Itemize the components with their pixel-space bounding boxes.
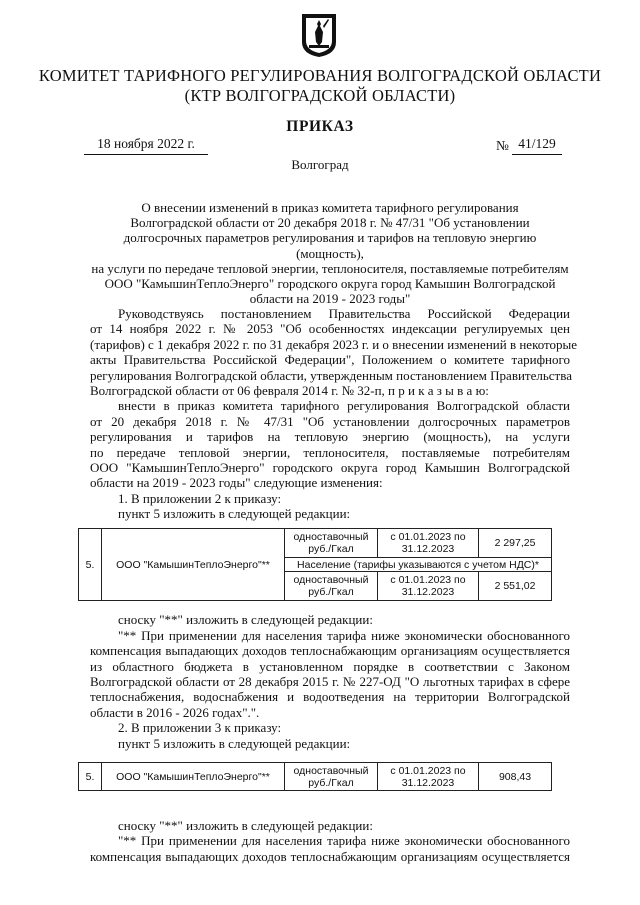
body-line: акты Правительства Российской Федерации", Положением о комитете тарифного xyxy=(90,352,570,367)
body-line: "** При применении для населения тарифа ниже экономически обоснованного xyxy=(118,833,570,848)
tariff-type-cell: одноставочный руб./Гкал xyxy=(285,529,378,558)
period-cell: с 01.01.2023 по 31.12.2023 xyxy=(378,572,479,601)
body-line: области на 2019 - 2023 годы" следующие изменения: xyxy=(90,475,383,490)
table-row xyxy=(79,763,552,791)
row-number: 5. xyxy=(79,529,102,601)
body-line: сноску "**" изложить в следующей редакции: xyxy=(118,612,373,627)
body-line: Волгоградской области от 06 февраля 2014 г. № 32-п, п р и к а з ы в а ю: xyxy=(90,383,489,398)
title-line: на услуги по передаче тепловой энергии, теплоносителя, поставляемые потребителям xyxy=(91,260,569,276)
title-line: области на 2019 - 2023 годы" xyxy=(249,291,411,307)
body-line: сноску "**" изложить в следующей редакции: xyxy=(118,818,373,833)
tariff-value-cell: 908,43 xyxy=(479,763,552,791)
body-line: 1. В приложении 2 к приказу: xyxy=(118,491,282,506)
tariff-type-cell: одноставочный руб./Гкал xyxy=(285,572,378,601)
body-line: пункт 5 изложить в следующей редакции: xyxy=(118,736,351,751)
tariff-table-2 xyxy=(78,762,552,791)
period-cell: с 01.01.2023 по 31.12.2023 xyxy=(378,529,479,558)
body-line: от 14 ноября 2022 г. № 2053 "Об особенностях индексации регулируемых цен xyxy=(90,321,570,336)
organization-cell: ООО "КамышинТеплоЭнерго"** xyxy=(102,529,285,601)
body-line: пункт 5 изложить в следующей редакции: xyxy=(118,506,351,521)
body-line: компенсация выпадающих доходов теплоснабжающим организациям осуществляется xyxy=(90,643,570,658)
tariff-table-1 xyxy=(78,528,552,601)
body-line: компенсация выпадающих доходов теплоснабжающим организациям осуществляется xyxy=(90,849,570,864)
title-line: Волгоградской области от 20 декабря 2018 г. № 47/31 "Об установлении xyxy=(130,215,530,231)
city: Волгоград xyxy=(291,157,349,172)
body-line: Волгоградской области от 28 декабря 2015 г. № 227-ОД "О льготных тарифах в сфере xyxy=(90,674,570,689)
period-cell: с 01.01.2023 по 31.12.2023 xyxy=(378,763,479,791)
document-date: 18 ноября 2022 г. xyxy=(84,136,208,155)
body-line: регулирования Волгоградской области, утвержденным постановлением Правительства xyxy=(90,368,572,383)
organization-short-name: (КТР ВОЛГОГРАДСКОЙ ОБЛАСТИ) xyxy=(184,86,456,105)
body-line: регулирования и тарифов на тепловую энергию (мощность), на услуги xyxy=(90,429,570,444)
organization-name: КОМИТЕТ ТАРИФНОГО РЕГУЛИРОВАНИЯ ВОЛГОГРАДСКОЙ ОБЛАСТИ xyxy=(38,66,602,85)
title-line: ООО "КамышинТеплоЭнерго" городского округа город Камышин Волгоградской xyxy=(104,276,556,292)
body-line: Руководствуясь постановлением Правительства Российской Федерации xyxy=(118,306,570,321)
title-line: О внесении изменений в приказ комитета тарифного регулирования xyxy=(141,200,519,215)
document-title xyxy=(90,200,570,306)
body-line: 2. В приложении 3 к приказу: xyxy=(118,720,282,735)
tariff-value-cell: 2 551,02 xyxy=(479,572,552,601)
population-note-cell: Население (тарифы указываются с учетом НДС)* xyxy=(285,558,552,572)
title-line: долгосрочных параметров регулирования и тарифов на тепловую энергию (мощность), xyxy=(123,230,537,261)
number-label: № xyxy=(496,138,509,153)
body-line: от 20 декабря 2018 г. № 47/31 "Об установлении долгосрочных параметров xyxy=(90,414,570,429)
tariff-value-cell: 2 297,25 xyxy=(479,529,552,558)
document-type: ПРИКАЗ xyxy=(286,118,354,135)
body-line: области в 2016 - 2026 годах".". xyxy=(90,705,260,720)
body-line: внести в приказ комитета тарифного регулирования Волгоградской области xyxy=(118,398,570,413)
body-line: теплоснабжения, водоснабжения и водоотведения на территории Волгоградской xyxy=(90,689,570,704)
body-line: ООО "КамышинТеплоЭнерго" городского округа город Камышин Волгоградской xyxy=(90,460,570,475)
body-line: "** При применении для населения тарифа ниже экономически обоснованного xyxy=(118,628,570,643)
row-number: 5. xyxy=(79,763,102,791)
body-line: по передаче тепловой энергии, теплоносителя, поставляемые потребителям xyxy=(90,445,570,460)
organization-cell: ООО "КамышинТеплоЭнерго"** xyxy=(102,763,285,791)
body-line: (тарифов) с 1 декабря 2022 г. по 31 декабря 2023 г. и о внесении изменений в некоторые xyxy=(90,337,578,352)
tariff-type-cell: одноставочный руб./Гкал xyxy=(285,763,378,791)
table-row xyxy=(79,529,552,558)
coat-of-arms-emblem xyxy=(300,12,338,58)
document-number: 41/129 xyxy=(512,136,562,155)
body-line: из областного бюджета в установленном порядке в соответствии с Законом xyxy=(90,659,570,674)
